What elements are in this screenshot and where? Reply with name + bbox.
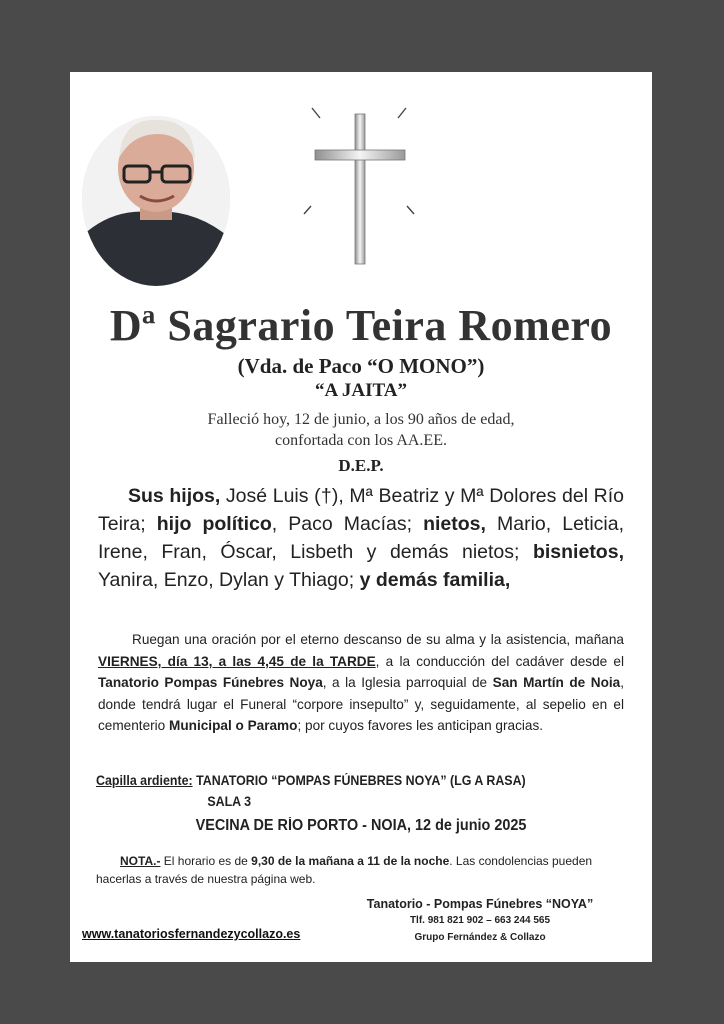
location-date: VECINA DE RÍO PORTO - NOIA, 12 de junio 2025 [195,817,527,834]
death-info-line-1: Falleció hoy, 12 de junio, a los 90 años de edad, [207,411,515,428]
funeral-home-info [355,895,605,948]
portrait-photo [82,116,230,286]
funeral-home-phones: Tlf. 981 821 902 – 663 244 565 [409,915,551,926]
funeral-home-group: Grupo Fernández & Collazo [414,932,546,943]
prayer-text-4: , donde tendrá lugar el Funeral “corpore insepulto” y, seguidamente, al sepelio en el cementerio [98,675,624,733]
rest-family-label: y demás familia, [359,569,511,591]
note-text-2: . Las condolencias pueden hacerlas a través de nuestra página web. [96,854,593,886]
prayer-text-2: , a la conducción del cadáver desde el [375,653,625,669]
grandchildren: Mario, Leticia, Irene, Fran, Óscar, Lisbeth y demás nietos; [98,513,625,563]
note-label: NOTA.- [120,854,161,868]
church-name: San Martín de Noia [492,675,621,690]
chapel-label: Capilla ardiente: [96,773,193,788]
note-text-1: El horario es de [160,854,252,868]
cemetery-name: Municipal o Paramo [169,718,298,733]
nickname: “A JAITA” [314,380,408,401]
prayer-paragraph [98,629,624,737]
death-info-line-2: confortada con los AA.EE. [275,432,447,449]
sons-label: Sus hijos, [128,485,221,507]
chapel-info [96,770,526,812]
widow-of: (Vda. de Paco “O MONO”) [237,354,485,378]
prayer-text-1: Ruegan una oración por el eterno descanso de su alma y la asistencia, mañana [132,632,624,647]
deceased-name: Dª Sagrario Teira Romero [109,301,613,350]
dep: D.E.P. [338,456,384,475]
website-link[interactable]: www.tanatoriosfernandezycollazo.es [82,927,301,941]
chapel-room: SALA 3 [207,794,252,809]
funeral-datetime: VIERNES, día 13, a las 4,45 de la TARDE [98,653,376,669]
sons: José Luis (†), Mª Beatriz y Mª Dolores del Río Teira; [98,485,625,535]
portrait-drawing [82,116,230,286]
chapel-place: TANATORIO “POMPAS FÚNEBRES NOYA” (LG A RASA) [192,773,526,788]
family-list [98,482,624,594]
note-hours: 9,30 de la mañana a 11 de la noche [251,854,450,868]
prayer-text-3: , a la Iglesia parroquial de [322,675,493,690]
obituary-notice [70,72,652,962]
origin-place: Tanatorio Pompas Fúnebres Noya [98,675,323,690]
great-grandchildren: Yanira, Enzo, Dylan y Thiago; [98,569,360,591]
note [96,852,626,888]
son-in-law: , Paco Macías; [271,513,424,535]
funeral-home-name: Tanatorio - Pompas Fúnebres “NOYA” [366,897,594,911]
death-info [70,409,652,451]
prayer-text-5: ; por cuyos favores les anticipan gracias. [297,718,544,733]
great-grandchildren-label: bisnietos, [532,541,624,563]
cross-icon [300,102,420,272]
son-in-law-label: hijo político [156,513,272,535]
grandchildren-label: nietos, [423,513,486,535]
